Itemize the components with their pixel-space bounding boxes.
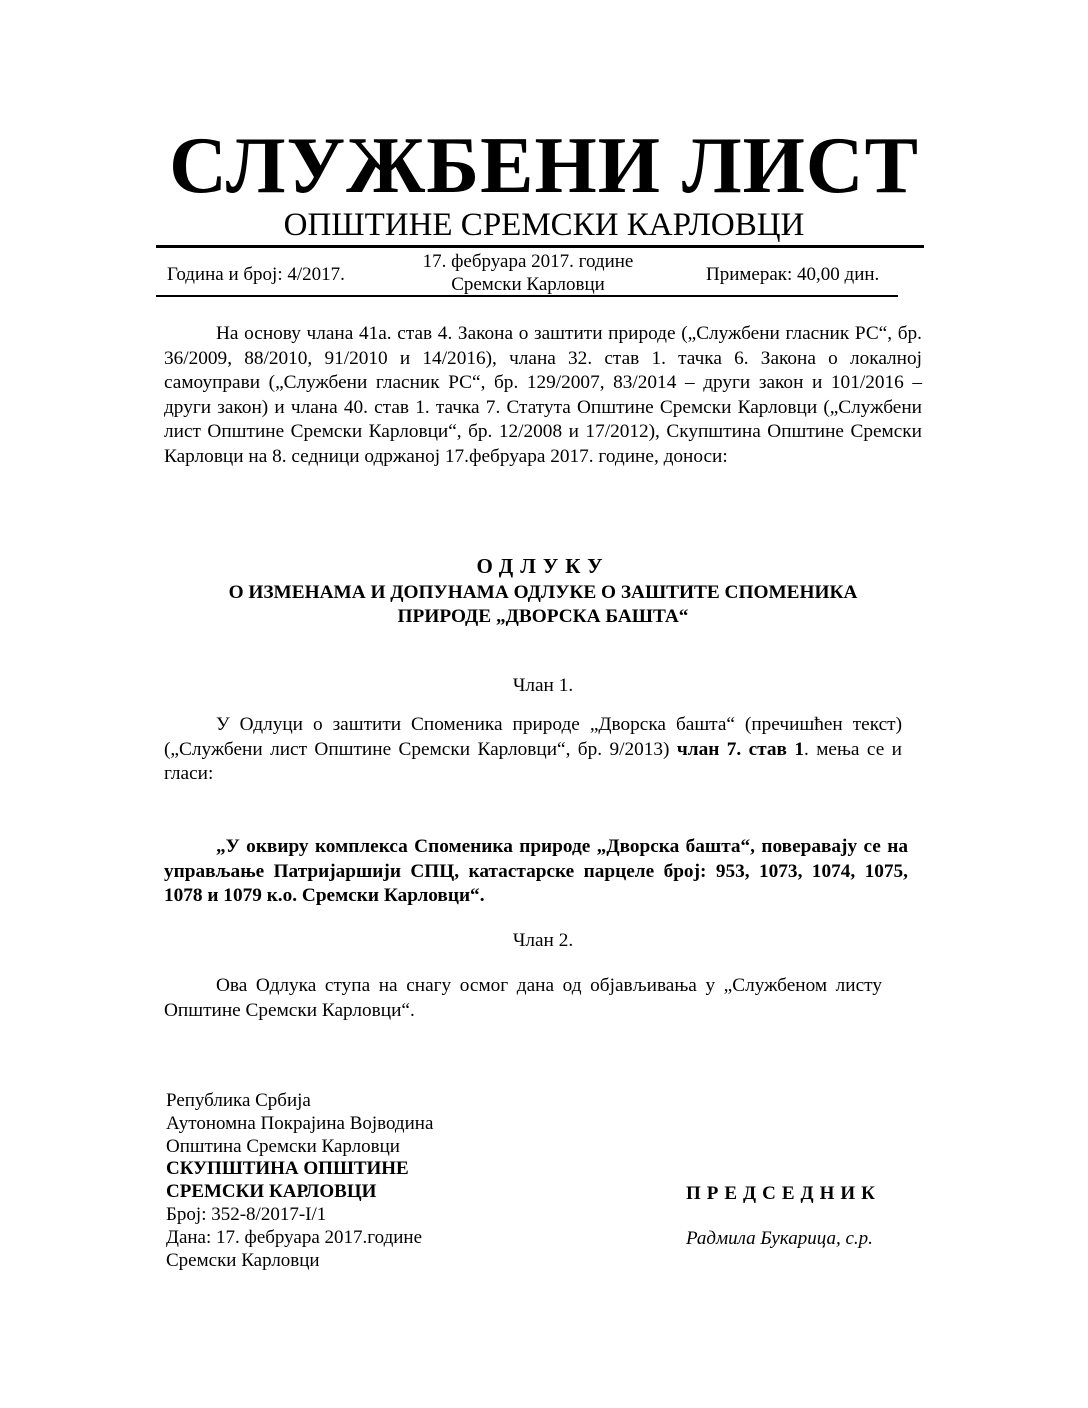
issue-date: 17. фебруара 2017. године <box>422 251 634 272</box>
signature-province: Аутономна Покрајина Војводина <box>166 1112 434 1134</box>
article-1-text-before: У Одлуци о заштити Споменика природе „Дворска башта“ (пречишћен текст) („Службени лист Општине Сремски Карловци“, бр. 9/2013) <box>164 714 902 760</box>
decision-subtitle-line-1: О ИЗМЕНАМА И ДОПУНАМА ОДЛУКЕ О ЗАШТИТЕ СПОМЕНИКА <box>228 582 858 603</box>
gazette-subtitle: ОПШТИНЕ СРЕМСКИ КАРЛОВЦИ <box>283 207 805 243</box>
decision-subtitle <box>164 581 922 629</box>
issue-place: Сремски Карловци <box>451 274 605 295</box>
signature-date: Дана: 17. фебруара 2017.године <box>166 1226 423 1248</box>
article-1-heading: Члан 1. <box>512 675 574 696</box>
article-1-paragraph <box>164 713 902 787</box>
article-1-text-bold: члан 7. став 1 <box>676 738 804 760</box>
signature-place: Сремски Карловци <box>166 1249 320 1271</box>
signature-number: Број: 352-8/2017-I/1 <box>166 1203 327 1225</box>
header-rule-bottom <box>156 295 898 297</box>
issue-price: Примерак: 40,00 дин. <box>706 264 880 285</box>
article-1-quoted-text: „У оквиру комплекса Споменика природе „Дворска башта“, поверавају се на управљање Патријаршији СПЦ, катастарске парцеле број: 953, 1073, 1074, 1075, 1078 и 1079 к.о. Сремски Карловци“. <box>164 836 908 906</box>
signature-assembly-place: СРЕМСКИ КАРЛОВЦИ <box>166 1181 377 1203</box>
article-2-heading: Члан 2. <box>512 930 574 951</box>
header-rule-top <box>156 245 924 248</box>
preamble-paragraph: На основу члана 41а. став 4. Закона о заштити природе („Службени гласник РС“, бр. 36/2009, 88/2010, 91/2010 и 14/2016), члана 32. став 1. тачка 6. Закона о локалној самоуправи („Службени гласник РС“, бр. 129/2007, 83/2014 – други закон и 101/2016 – други закон) и члана 40. став 1. тачка 7. Статута Општине Сремски Карловци („Службени лист Општине Сремски Карловци“, бр. 12/2008 и 17/2012), Скупштина Општине Сремски Карловци на 8. седници одржаној 17.фебруара 2017. године, доноси: <box>164 323 922 467</box>
gazette-title: СЛУЖБЕНИ ЛИСТ <box>169 122 919 210</box>
president-name: Радмила Букарица, с.р. <box>686 1228 873 1249</box>
article-1-text-after: . мења се и гласи: <box>164 738 902 784</box>
signature-municipality: Општина Сремски Карловци <box>166 1135 400 1157</box>
signature-country: Република Србија <box>166 1090 311 1111</box>
issue-number: Година и број: 4/2017. <box>167 264 345 285</box>
signature-assembly: СКУПШТИНА ОПШТИНЕ <box>166 1158 409 1180</box>
issue-date-place <box>390 250 666 296</box>
signature-block <box>166 1090 433 1272</box>
president-title: ПРЕДСЕДНИК <box>686 1183 881 1204</box>
decision-title: ОДЛУКУ <box>476 554 610 578</box>
decision-subtitle-line-2: ПРИРОДЕ „ДВОРСКА БАШТА“ <box>397 606 689 627</box>
article-2-paragraph: Ова Одлука ступа на снагу осмог дана од објављивања у „Службеном листу Општине Сремски Карловци“. <box>164 975 882 1021</box>
